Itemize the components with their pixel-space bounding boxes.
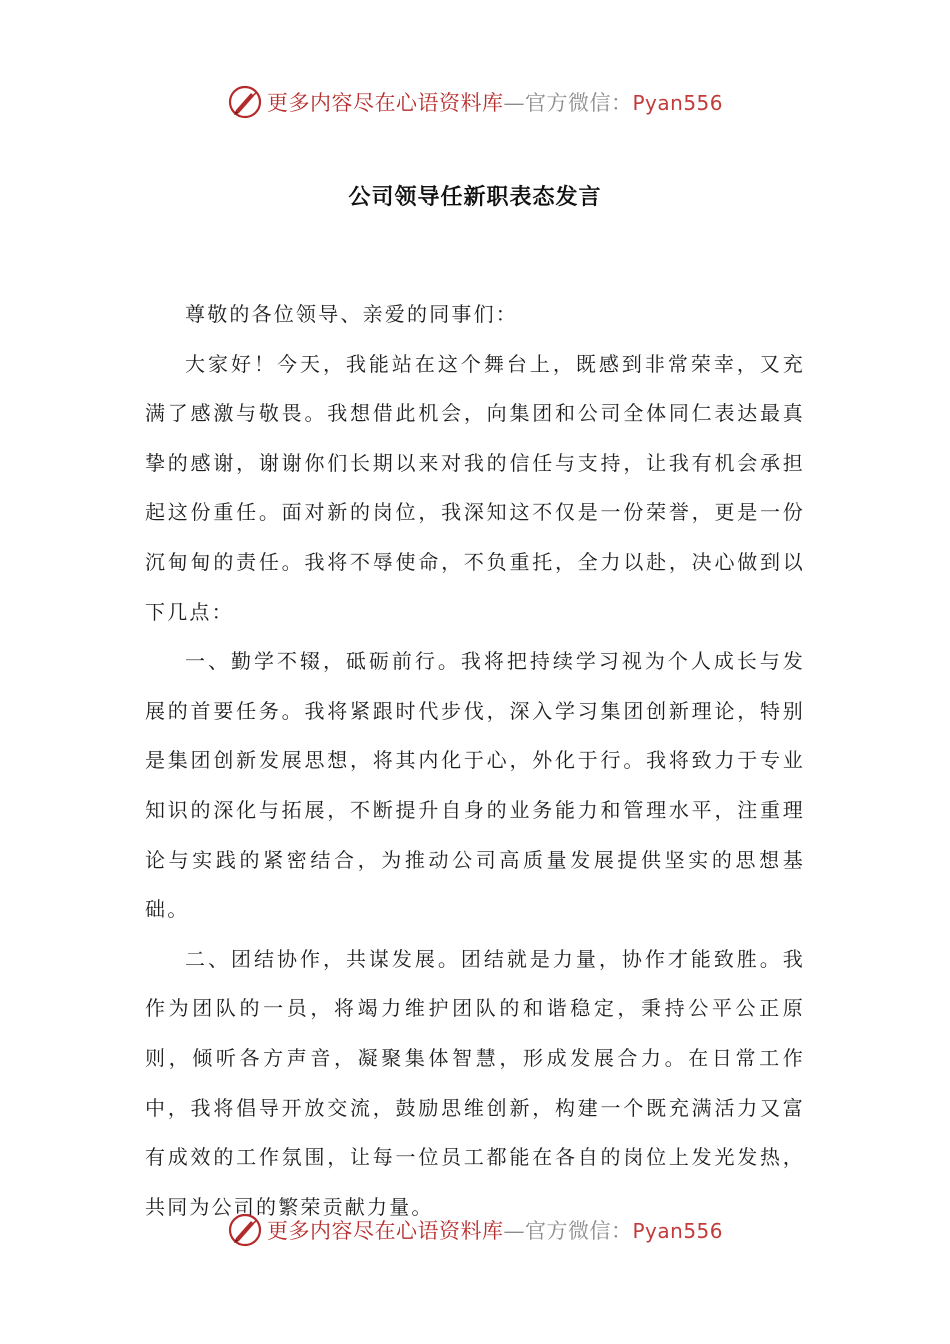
header-watermark-banner	[0, 80, 950, 124]
paragraph-point-one: 一、勤学不辍，砥砺前行。我将把持续学习视为个人成长与发展的首要任务。我将紧跟时代步伐，深入学习集团创新理论，特别是集团创新发展思想，将其内化于心，外化于行。我将致力于专业知识的深化与拓展，不断提升自身的业务能力和管理水平，注重理论与实践的紧密结合，为推动公司高质量发展提供坚实的思想基础。	[145, 649, 805, 922]
footer-watermark-banner	[0, 1208, 950, 1252]
document-body	[145, 290, 805, 1232]
banner-slogan: 更多内容尽在心语资料库	[266, 1219, 504, 1243]
banner-wechat-label: 官方微信：	[524, 1219, 633, 1243]
banner-text-group	[267, 1215, 723, 1245]
banner-wechat-label: 官方微信：	[524, 91, 633, 115]
banner-wechat-id: Pyan556	[632, 91, 723, 115]
banner-wechat-id: Pyan556	[632, 1219, 723, 1243]
salutation: 尊敬的各位领导、亲爱的同事们：	[185, 302, 518, 326]
banner-separator: —	[503, 91, 525, 115]
banner-separator: —	[503, 1219, 525, 1243]
quill-pen-logo-icon	[227, 1212, 263, 1248]
paragraph-point-two: 二、团结协作，共谋发展。团结就是力量，协作才能致胜。我作为团队的一员，将竭力维护团队的和谐稳定，秉持公平公正原则，倾听各方声音，凝聚集体智慧，形成发展合力。在日常工作中，我将倡导开放交流，鼓励思维创新，构建一个既充满活力又富有成效的工作氛围，让每一位员工都能在各自的岗位上发光发热，共同为公司的繁荣贡献力量。	[145, 946, 805, 1219]
banner-text-group	[267, 87, 723, 117]
paragraph-intro: 大家好！今天，我能站在这个舞台上，既感到非常荣幸，又充满了感激与敬畏。我想借此机会，向集团和公司全体同仁表达最真挚的感谢，谢谢你们长期以来对我的信任与支持，让我有机会承担起这份重任。面对新的岗位，我深知这不仅是一份荣誉，更是一份沉甸甸的责任。我将不辱使命，不负重托，全力以赴，决心做到以下几点：	[145, 351, 805, 624]
quill-pen-logo-icon	[227, 84, 263, 120]
document-title: 公司领导任新职表态发言	[348, 184, 602, 210]
banner-slogan: 更多内容尽在心语资料库	[266, 91, 504, 115]
